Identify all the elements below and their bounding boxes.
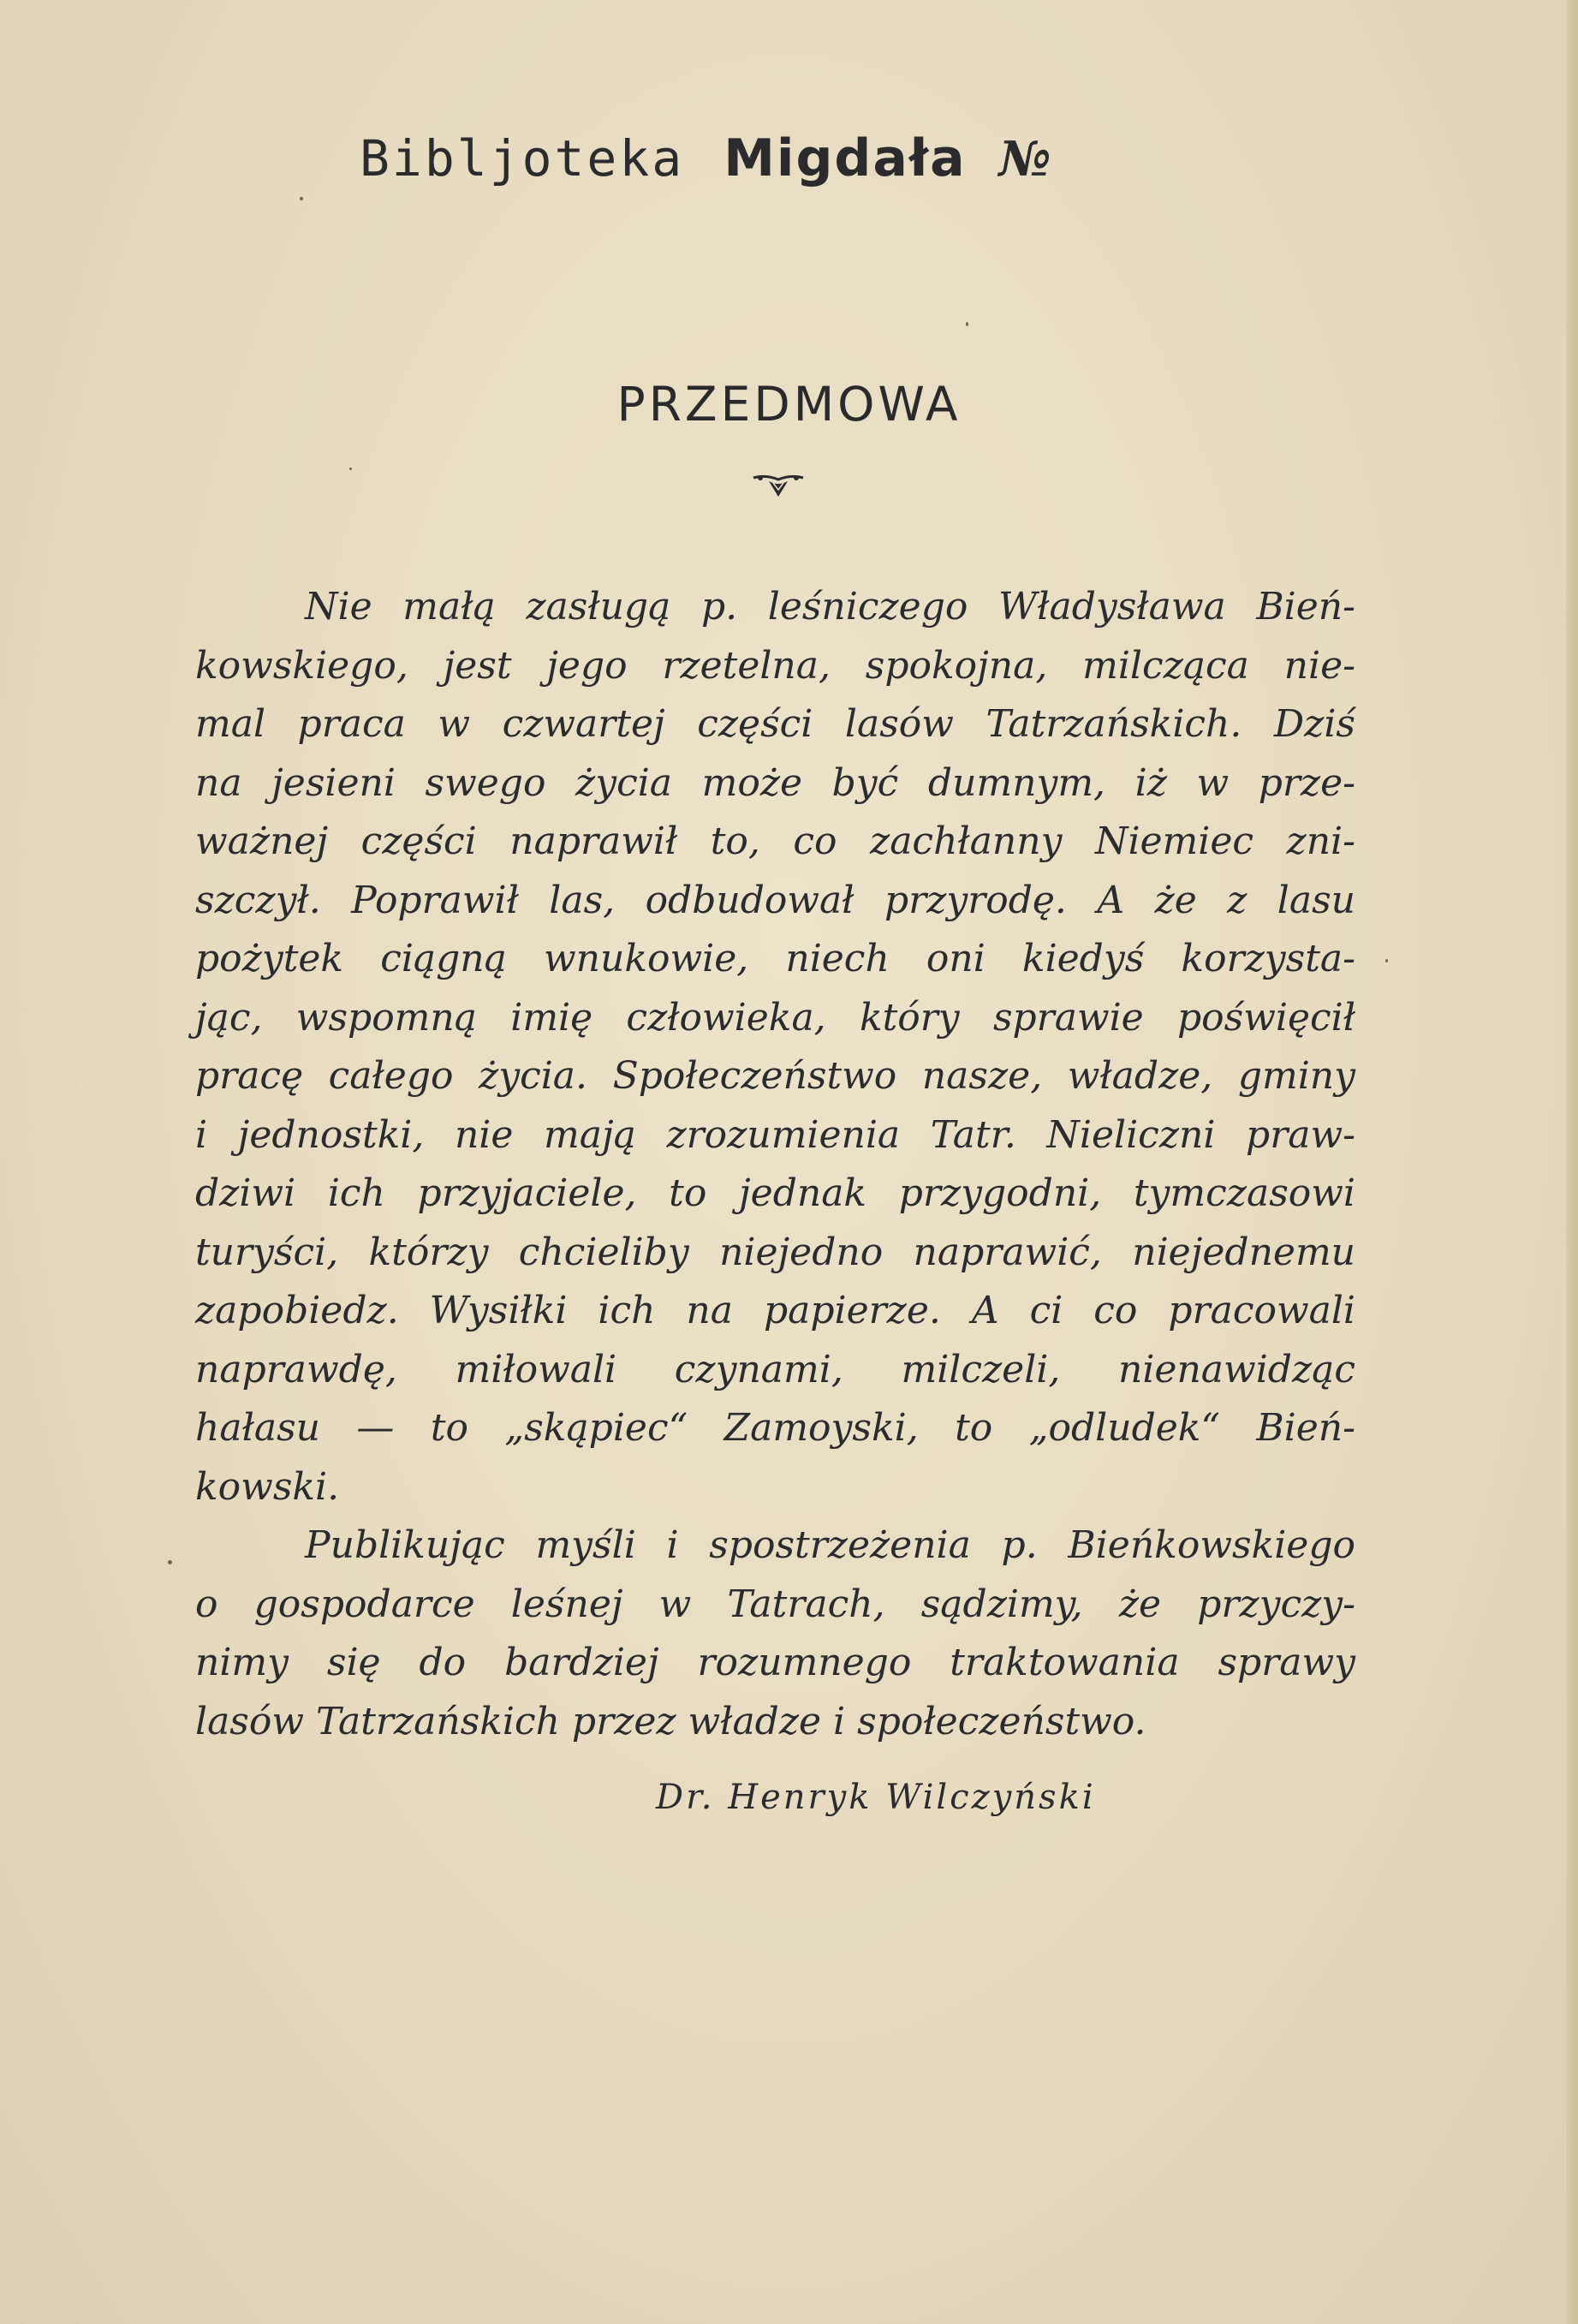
text-line: ważnej części naprawił to, co zachłanny Niemiec zni-	[195, 819, 1355, 863]
paper-speck	[168, 1560, 172, 1564]
paper-speck	[1385, 959, 1388, 962]
page-title: PRZEDMOWA	[616, 377, 962, 432]
paragraph-1	[195, 578, 1355, 1517]
text-line: i jednostki, nie mają zrozumienia Tatr. Nieliczni praw-	[195, 1112, 1355, 1157]
text-line: turyści, którzy chcieliby niejedno naprawić, niejednemu	[195, 1230, 1355, 1274]
text-line: o gospodarce leśnej w Tatrach, sądzimy, że przyczy-	[195, 1582, 1355, 1626]
text-line: jąc, wspomną imię człowieka, który sprawie poświęcił	[195, 995, 1355, 1040]
text-line: pożytek ciągną wnukowie, niech oni kiedyś korzysta-	[195, 937, 1355, 980]
stamp-number-sign: №	[998, 131, 1051, 188]
library-stamp	[360, 128, 1051, 214]
text-line: Publikując myśli i spostrzeżenia p. Bieńkowskiego	[305, 1523, 1355, 1567]
preface-body	[195, 578, 1355, 1751]
stamp-owner-name: Migdała	[723, 128, 967, 188]
text-line: lasów Tatrzańskich przez władze i społeczeństwo.	[195, 1699, 1146, 1743]
paper-speck	[300, 197, 303, 200]
text-line: szczył. Poprawił las, odbudował przyrodę. A że z lasu	[195, 878, 1355, 922]
text-line: hałasu — to „skąpiec“ Zamoyski, to „odludek“ Bień-	[195, 1406, 1355, 1450]
text-line: dziwi ich przyjaciele, to jednak przygodni, tymczasowi	[195, 1171, 1355, 1215]
text-line: na jesieni swego życia może być dumnym, iż w prze-	[195, 760, 1355, 805]
text-line: mal praca w czwartej części lasów Tatrzańskich. Dziś	[195, 702, 1355, 746]
text-line: Nie małą zasługą p. leśniczego Władysława Bień-	[305, 585, 1355, 629]
paper-speck	[966, 322, 968, 326]
author-signature: Dr. Henryk Wilczyński	[656, 1778, 1096, 1817]
paper-speck	[349, 468, 352, 470]
text-line: zapobiedz. Wysiłki ich na papierze. A ci co pracowali	[195, 1289, 1355, 1332]
page-edge	[1566, 0, 1578, 2324]
text-line: pracę całego życia. Społeczeństwo nasze, władze, gminy	[195, 1054, 1355, 1098]
floral-ornament-icon	[750, 471, 807, 500]
text-line: nimy się do bardziej rozumnego traktowania sprawy	[195, 1641, 1355, 1684]
text-line: kowskiego, jest jego rzetelna, spokojna, milcząca nie-	[195, 643, 1355, 688]
text-line: naprawdę, miłowali czynami, milczeli, nienawidząc	[195, 1347, 1355, 1391]
stamp-library-label: Bibljoteka	[360, 129, 685, 188]
paragraph-2	[195, 1517, 1355, 1751]
text-line: kowski.	[195, 1464, 340, 1509]
